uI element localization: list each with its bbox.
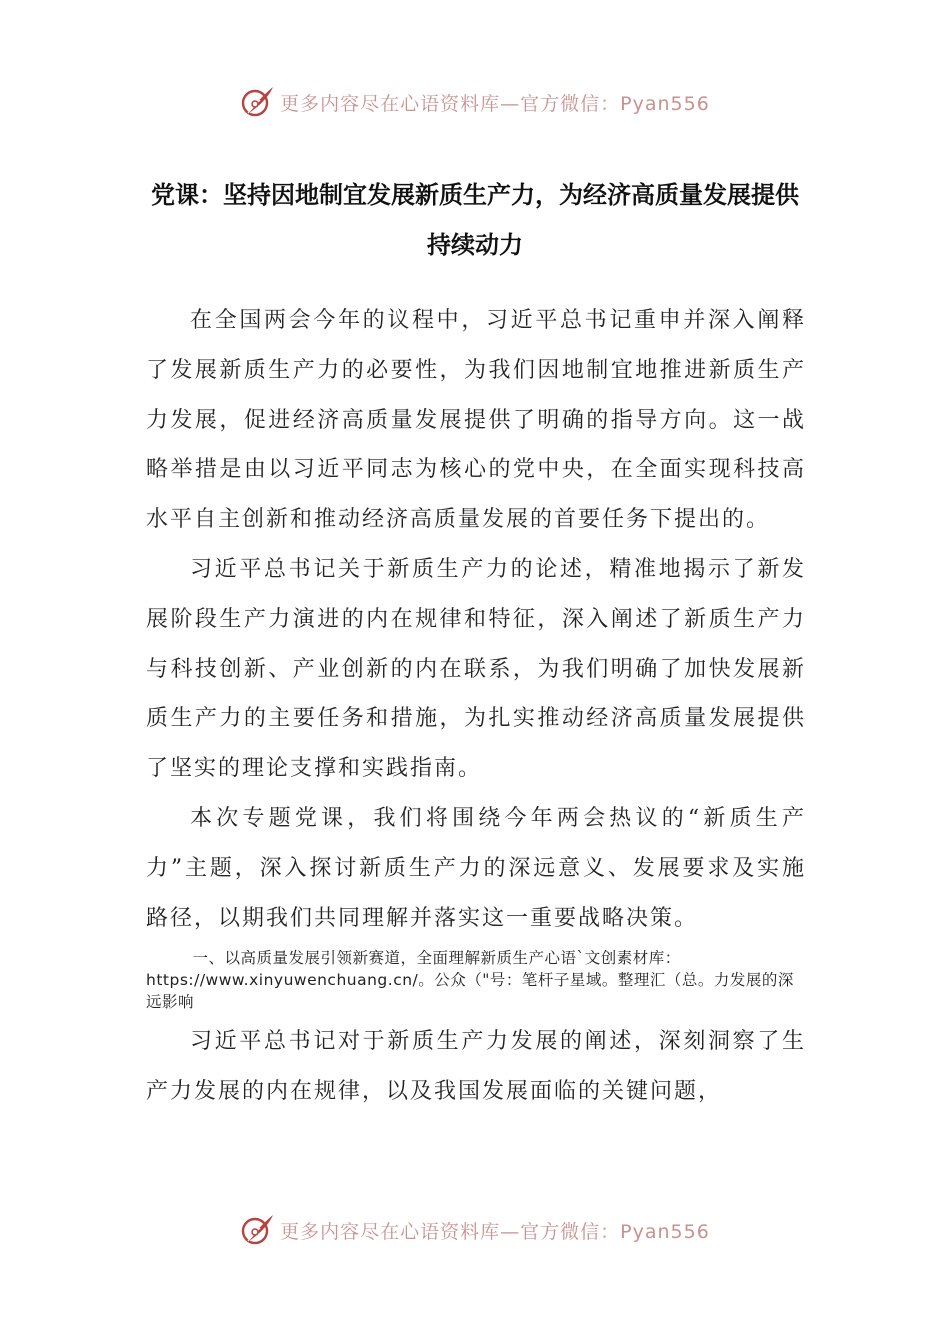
banner-label: 更多内容尽在心语资料库—官方微信： — [280, 92, 621, 115]
note-suffix: 。公众（"号：笔杆子星域。整理汇（总。力发展的深远影响 — [146, 971, 794, 1012]
paragraph: 在全国两会今年的议程中，习近平总书记重申并深入阐释了发展新质生产力的必要性，为我们因地制宜地推进新质生产力发展，促进经济高质量发展提供了明确的指导方向。这一战略举措是由以习近平同志为核心的党中央，在全面实现科技高水平自主创新和推动经济高质量发展的首要任务下提出的。 — [146, 308, 806, 533]
footer-banner — [0, 1208, 950, 1252]
paragraph: 习近平总书记对于新质生产力发展的阐述，深刻洞察了生产力发展的内在规律，以及我国发展面临的关键问题， — [146, 1029, 806, 1105]
document-title: 党课：坚持因地制宜发展新质生产力，为经济高质量发展提供持续动力 — [151, 181, 799, 259]
source-url: https://www.xinyuwenchuang.cn/ — [146, 971, 419, 990]
wechat-id: Pyan556 — [620, 92, 710, 115]
note-prefix: 一、以高质量发展引领新赛道，全面理解新质生产心语`文创素材库： — [192, 949, 681, 968]
document-body — [146, 296, 806, 1117]
wechat-id: Pyan556 — [620, 1220, 710, 1243]
quill-logo-icon — [240, 84, 276, 120]
paragraph: 本次专题党课，我们将围绕今年两会热议的“新质生产力”主题，深入探讨新质生产力的深远意义、发展要求及实施路径，以期我们共同理解并落实这一重要战略决策。 — [146, 805, 806, 931]
quill-logo-icon — [240, 1212, 276, 1248]
header-banner — [0, 80, 950, 124]
section-heading-note — [146, 947, 806, 1013]
paragraph: 习近平总书记关于新质生产力的论述，精准地揭示了新发展阶段生产力演进的内在规律和特征，深入阐述了新质生产力与科技创新、产业创新的内在联系，为我们明确了加快发展新质生产力的主要任务和措施，为扎实推动经济高质量发展提供了坚实的理论支撑和实践指南。 — [146, 556, 806, 782]
banner-text — [280, 1217, 710, 1244]
banner-label: 更多内容尽在心语资料库—官方微信： — [280, 1220, 621, 1243]
banner-text — [280, 89, 710, 116]
